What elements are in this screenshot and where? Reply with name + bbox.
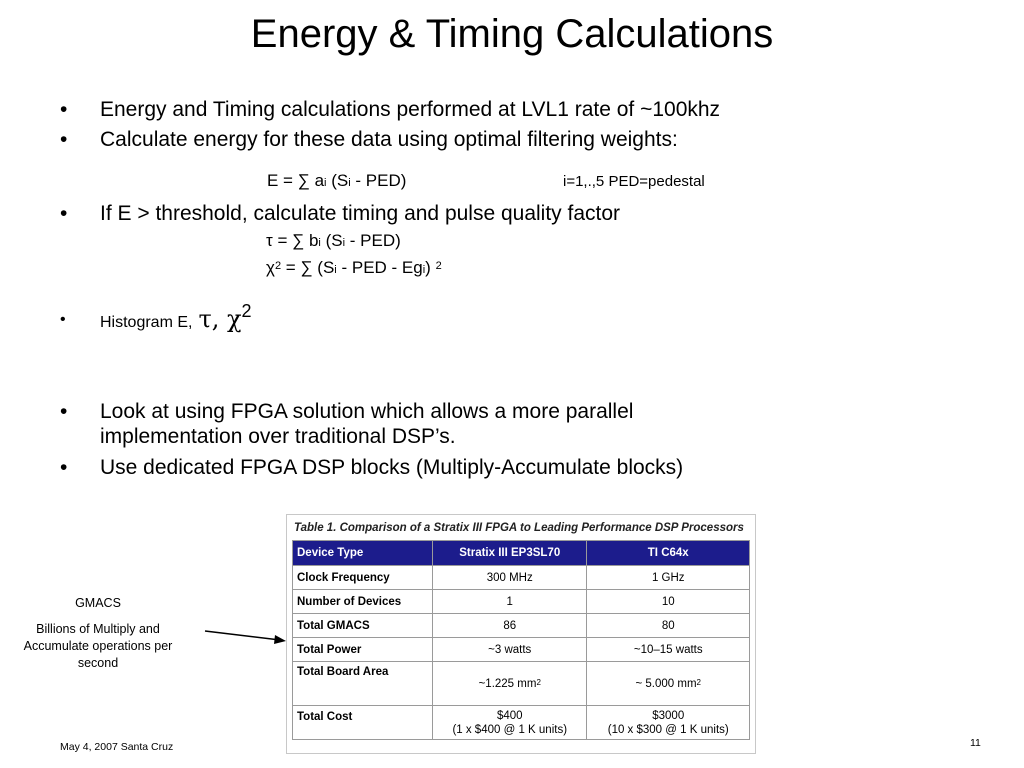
sigma-symbol: ∑ [300, 258, 313, 277]
table-header-cell: Device Type [293, 541, 433, 566]
table-header-row [293, 541, 750, 566]
sigma-symbol: ∑ [297, 171, 310, 190]
index-range-note: i=1,.,5 PED=pedestal [563, 173, 705, 190]
histogram-sup: 2 [241, 301, 252, 321]
bullet-text: Look at using FPGA solution which allows a more parallel [100, 400, 634, 423]
table-cell: $3000 (10 x $300 @ 1 K units) [587, 706, 750, 740]
table-row [293, 566, 750, 590]
table-cell: 1 [433, 590, 587, 614]
table-cell: ~10–15 watts [587, 638, 750, 662]
bullet-marker: • [60, 98, 68, 121]
table-row [293, 638, 750, 662]
energy-equation: E = ∑ $a_i$ $(S_i - PED)$ [267, 171, 407, 190]
comparison-table-figure [286, 514, 756, 754]
table-header-cell: TI C64x [587, 541, 750, 566]
bullet-text: If E > threshold, calculate timing and pulse quality factor [100, 202, 621, 225]
table-header-cell: Stratix III EP3SL70 [433, 541, 587, 566]
page-number: 11 [970, 737, 981, 749]
chi-squared-equation: $\chi^2$ = ∑ ($S_i$ - PED - $Eg_i$) $^2$ [266, 258, 442, 277]
table-row [293, 662, 750, 706]
gmacs-definition: Billions of Multiply and Accumulate operations per second [23, 622, 173, 670]
bullet-text: Calculate energy for these data using optimal filtering weights: [100, 128, 678, 151]
table-row-label: Number of Devices [293, 590, 433, 614]
bullet-text: Energy and Timing calculations performed at LVL1 rate of ~100khz [100, 98, 721, 121]
table-cell: ~ 5.000 $mm^2$ [587, 662, 750, 706]
sigma-symbol: ∑ [292, 231, 305, 250]
table-row [293, 590, 750, 614]
bullet-marker: • [60, 311, 66, 328]
table-cell: 86 [433, 614, 587, 638]
bullet-text-continuation: implementation over traditional DSP’s. [100, 425, 456, 448]
bullet-histogram [60, 301, 360, 337]
bullet-marker: • [60, 202, 68, 225]
table-cell: ~3 watts [433, 638, 587, 662]
footer-date-place: May 4, 2007 Santa Cruz [60, 741, 174, 753]
bullet-text: Use dedicated FPGA DSP blocks (Multiply-Accumulate blocks) [100, 456, 684, 479]
table-row-label: Total Power [293, 638, 433, 662]
bullet-text: Histogram E, [100, 314, 193, 331]
table-row [293, 706, 750, 740]
table-row [293, 614, 750, 638]
table-row-label: Total Board Area [293, 662, 433, 706]
table-cell: 10 [587, 590, 750, 614]
gmacs-heading: GMACS [75, 596, 121, 610]
table-cell: $400 (1 x $400 @ 1 K units) [433, 706, 587, 740]
table-caption: Table 1. Comparison of a Stratix III FPGA to Leading Performance DSP Processors [294, 522, 744, 534]
bullet-marker: • [60, 128, 68, 151]
tau-equation: τ = ∑ $b_i$ $(S_i - PED)$ [266, 231, 401, 250]
bullet-marker: • [60, 456, 68, 479]
slide-title: Energy & Timing Calculations [250, 12, 774, 56]
table-cell: 300 MHz [433, 566, 587, 590]
bullet-marker: • [60, 400, 68, 423]
table-cell: 1 GHz [587, 566, 750, 590]
table-cell: 80 [587, 614, 750, 638]
table-row-label: Clock Frequency [293, 566, 433, 590]
histogram-symbols: τ, χ [198, 305, 242, 333]
table-row-label: Total GMACS [293, 614, 433, 638]
table-cell: ~1.225 $mm^2$ [433, 662, 587, 706]
arrow-icon [200, 622, 290, 646]
table-row-label: Total Cost [293, 706, 433, 740]
comparison-table [292, 540, 750, 740]
